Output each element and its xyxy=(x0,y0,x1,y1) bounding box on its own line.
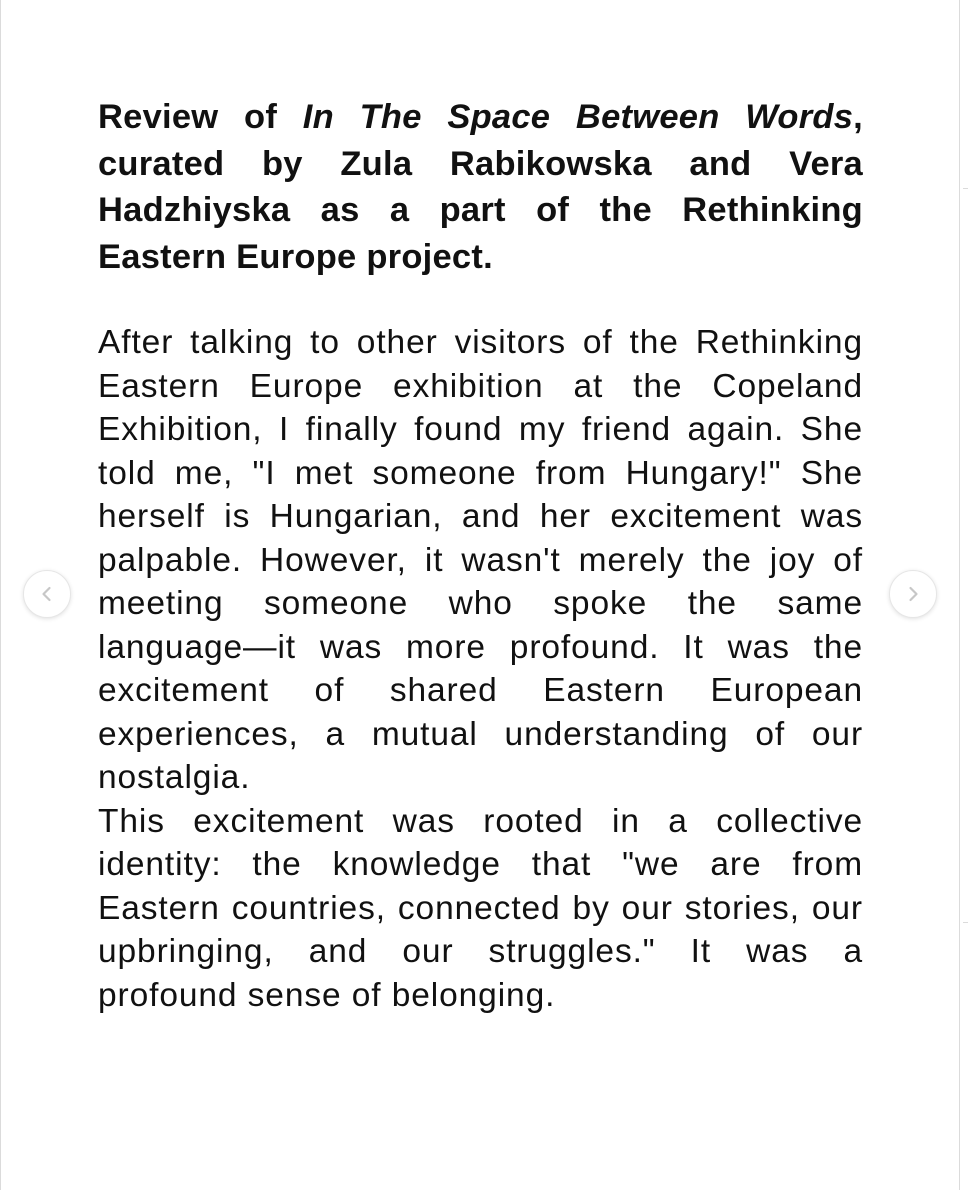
viewer-right-border xyxy=(959,0,960,1190)
body-paragraph-2: This excitement was rooted in a collective identity: the knowledge that "we are from Eastern countries, connected by our stories, our upbringing, and our struggles." It was a profound sense of belonging. xyxy=(98,802,863,1014)
slide-text-content xyxy=(98,94,863,1017)
carousel-slide xyxy=(1,0,959,1190)
heading-title-italic: In The Space Between Words xyxy=(302,98,854,136)
edge-divider-top xyxy=(963,188,968,189)
body-paragraph-1: After talking to other visitors of the Rethinking Eastern Europe exhibition at the Copeland Exhibition, I finally found my friend again. She told me, "I met someone from Hungary!" She herself is Hungarian, and her excitement was palpable. However, it wasn't merely the joy of meeting someone who spoke the same language—it was more profound. It was the excitement of shared Eastern European experiences, a mutual understanding of our nostalgia. xyxy=(98,324,863,796)
review-heading xyxy=(98,94,863,280)
heading-suffix: , curated by Zula Rabikowska and Vera Hadzhiyska as a part of the Rethinking Eastern Europe project. xyxy=(98,98,863,276)
carousel-prev-button[interactable] xyxy=(23,570,71,618)
edge-divider-bottom xyxy=(963,922,968,923)
chevron-left-icon xyxy=(37,584,57,604)
chevron-right-icon xyxy=(903,584,923,604)
carousel-next-button[interactable] xyxy=(889,570,937,618)
heading-prefix: Review of xyxy=(98,98,303,136)
